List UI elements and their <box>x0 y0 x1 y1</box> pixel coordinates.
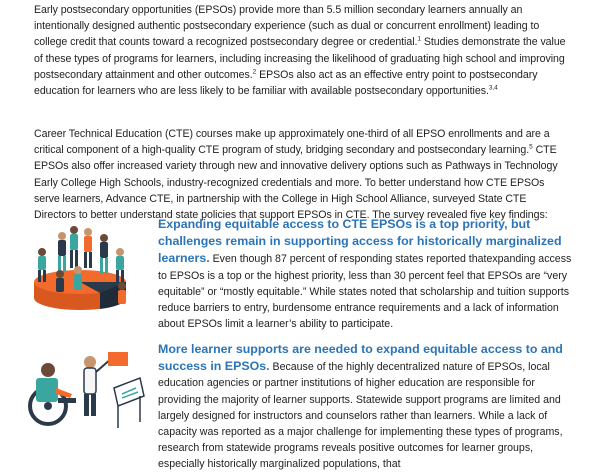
footnote-ref-5[interactable]: 5 <box>529 143 533 151</box>
finding-1 <box>158 216 572 332</box>
intro-text-1: Early postsecondary opportunities (EPSOs) provide more than 5.5 million secondary learners annually an intentionally designed authentic postsecondary experience (such as dual or concurrent enrollment) leading to college credit that counts toward a recognized postsecondary degree or credential. <box>34 4 540 49</box>
finding-2 <box>158 341 572 473</box>
pie-chart-people-illustration <box>20 222 138 318</box>
cte-paragraph <box>34 126 566 223</box>
intro-paragraph <box>34 2 566 99</box>
footnote-ref-1[interactable]: 1 <box>417 35 421 43</box>
finding-2-body: Because of the highly decentralized nature of EPSOs, local education agencies or partner institutions of higher education are responsible for providing the majority of learner supports. Statewide support programs are limited and largely designed for instructors and counselors rather than learners. While a lack of capacity was reported as a major challenge for implementing these types of programs, research from statewide programs reveals positive outcomes for learner groups, especially historically marginalized populations, that <box>158 361 563 471</box>
footnote-ref-2[interactable]: 2 <box>252 68 257 76</box>
finding-1-heading: Expanding equitable access to CTE EPSOs is a top priority, but challenges remain in supporting access for historically marginalized learners. <box>158 217 562 266</box>
intro-text-3: EPSOs also act as an effective entry point to postsecondary education for learners who are less likely to be familiar with available postsecondary opportunities. <box>34 68 538 98</box>
intro-text-2: Studies demonstrate the value of these types of programs for learners, including increasing the likelihood of graduating high school and improving postsecondary attainment and other outcomes. <box>34 36 566 81</box>
finding-1-body: Even though 87 percent of responding states reported thatexpanding access to EPSOs is a top or the highest priority, less than 30 percent feel that EPSOs are “very equitable” or “mostly equitable.” While states noted that scholarship and tuition supports reduce barriers to entry, burdensome entrance requirements and a lack of information about EPSOs limit a learner’s ability to participate. <box>158 253 572 331</box>
footnote-ref-3-4[interactable]: 3,4 <box>488 84 498 92</box>
cte-text-2: CTE EPSOs also offer increased variety through new and innovative delivery options such as Pathways in Technology Early College High Schools, industry-recognized credentials and more. To better understand how CTE EPSOs serve learners, Advance CTE, in partnership with the College in High School Alliance, surveyed State CTE Directors to better understand state policies that support EPSOs in CTE. The survey revealed five key findings: <box>34 144 558 222</box>
cte-text-1: Career Technical Education (CTE) courses make up approximately one-third of all EPSO enrollments and are a critical component of a high-quality CTE program of study, bridging secondary and postsecondary learning. <box>34 128 550 157</box>
learner-support-illustration <box>22 348 148 432</box>
finding-2-heading: More learner supports are needed to expand equitable access to and success in EPSOs. <box>158 342 563 374</box>
